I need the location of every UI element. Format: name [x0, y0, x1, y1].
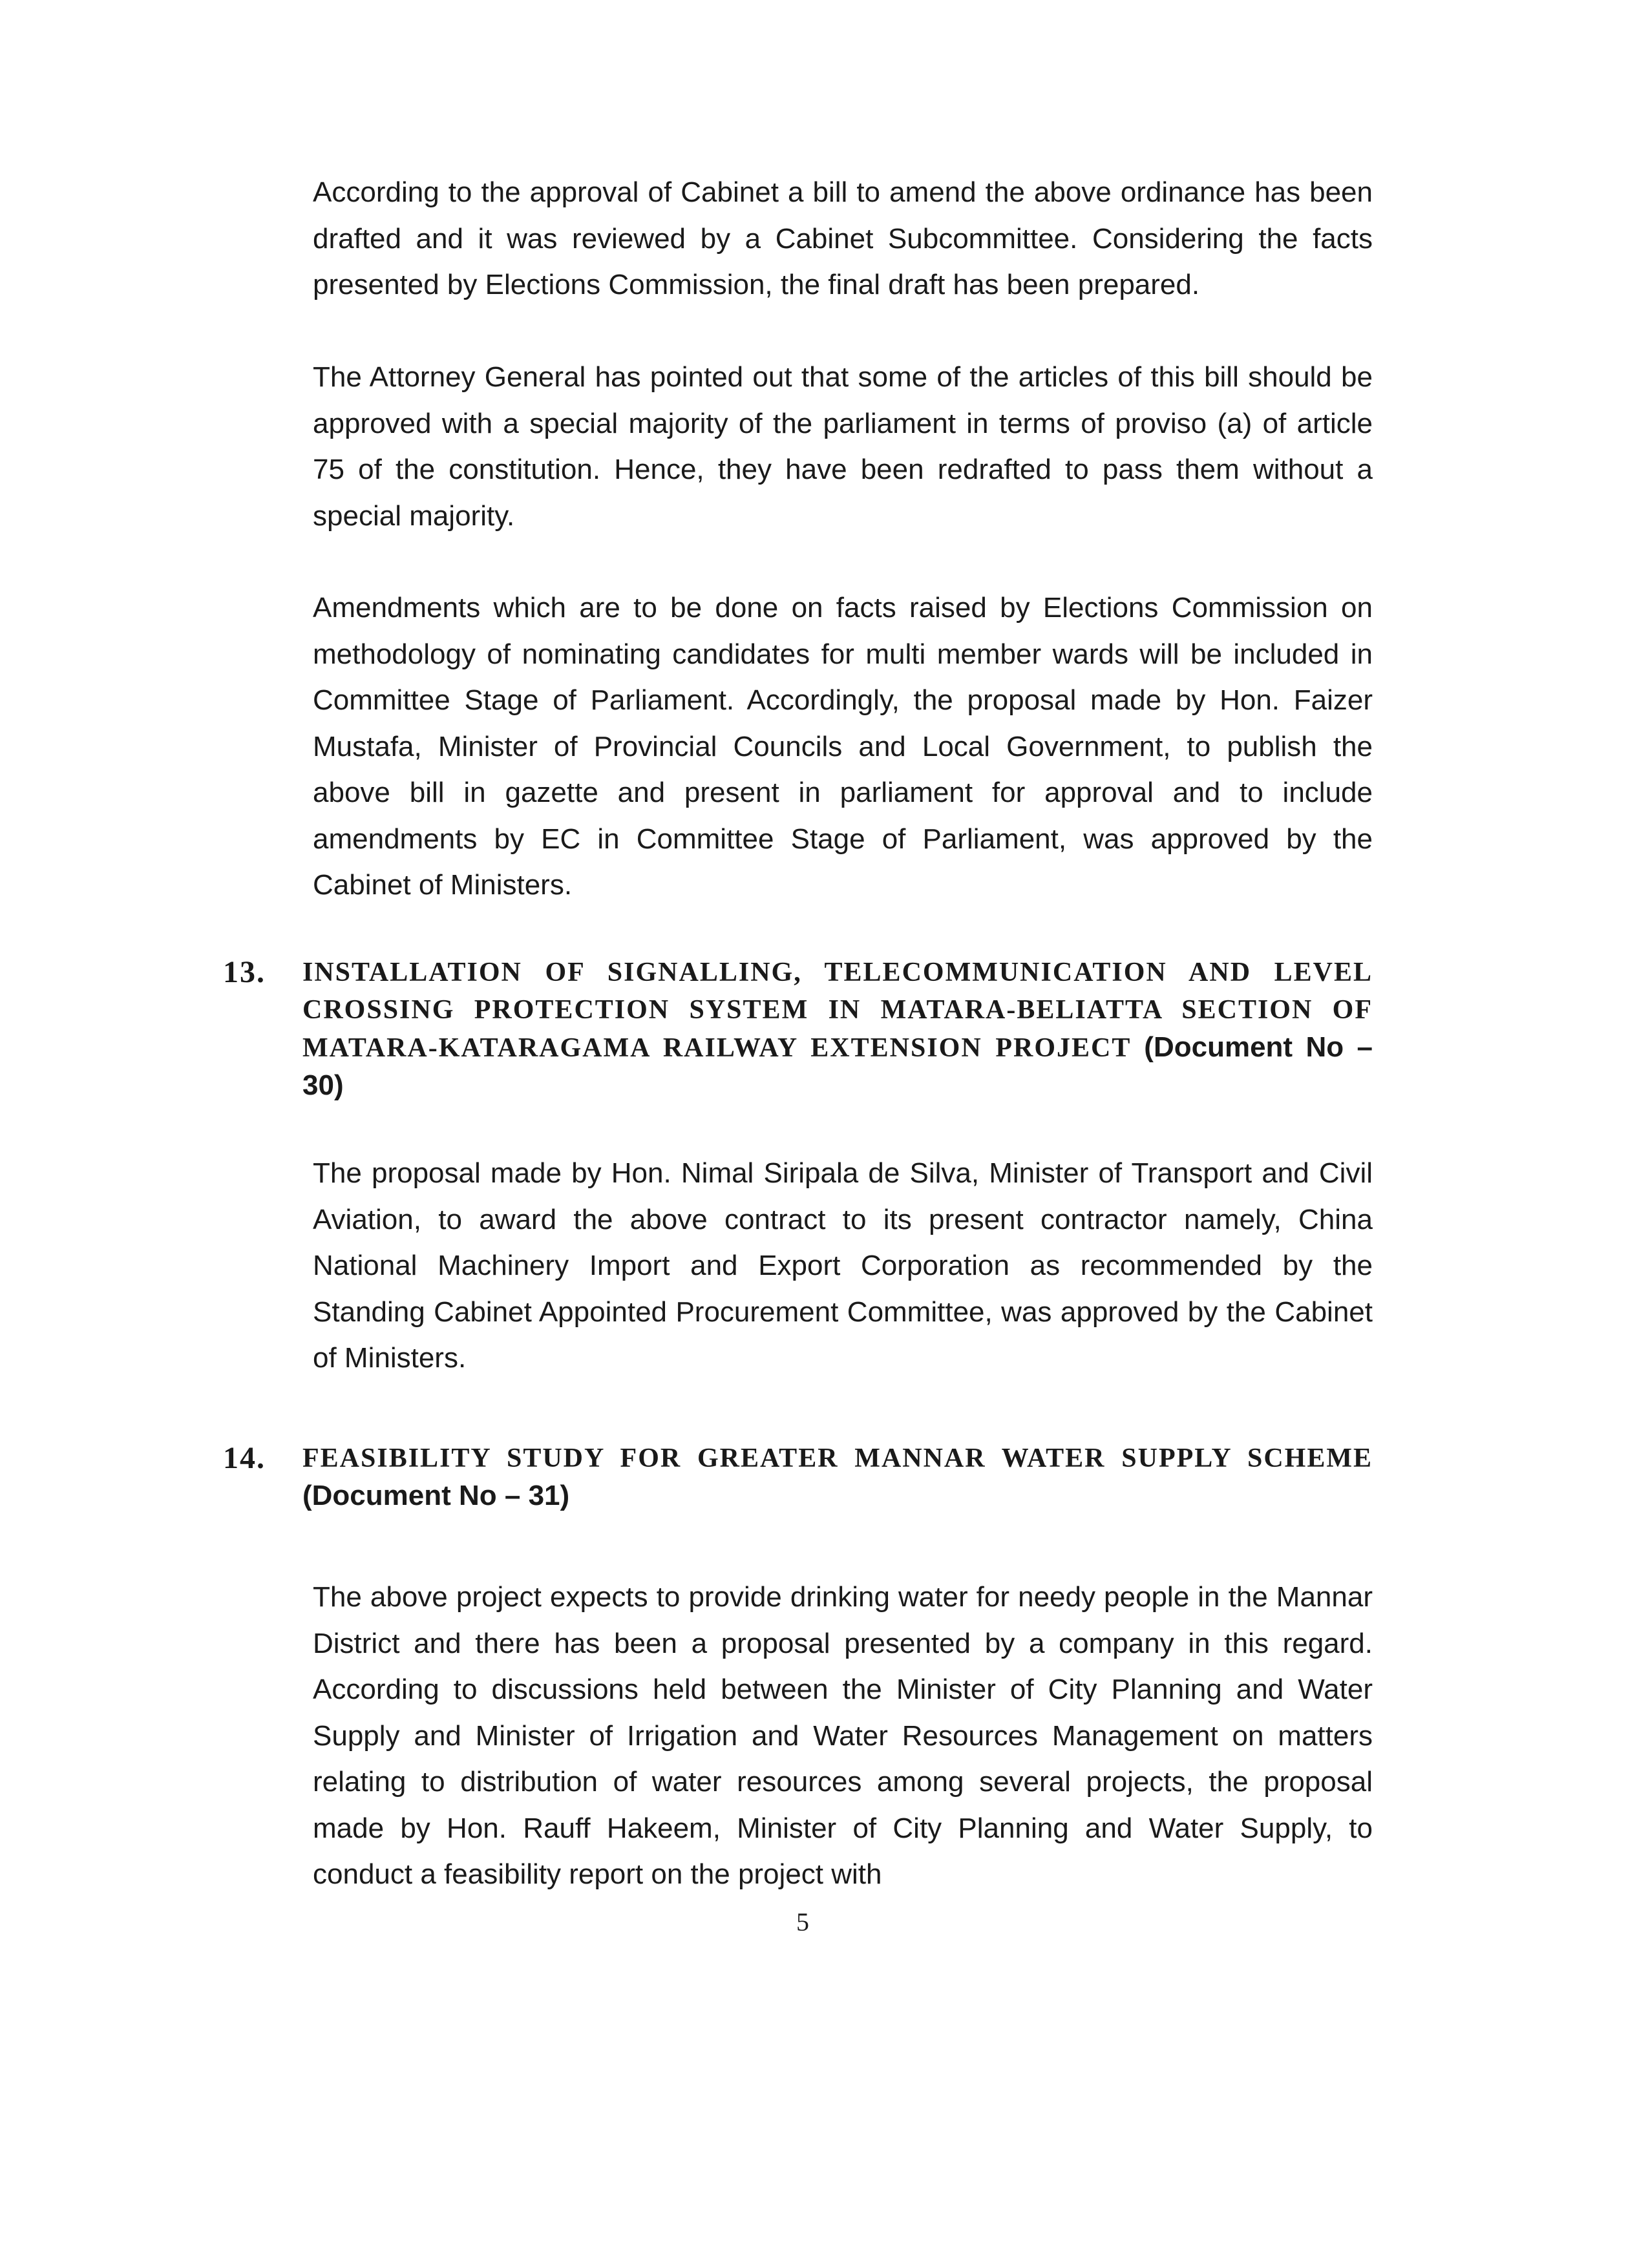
item-13-heading	[302, 954, 1373, 1105]
paragraph-bill-draft: According to the approval of Cabinet a bill to amend the above ordinance has been drafted and it was reviewed by a Cabinet Subcommittee. Considering the facts presented by Elections Commission, the final draft has been prepared.	[313, 176, 1373, 300]
item-13-number: 13.	[223, 955, 266, 989]
item-14-body: The above project expects to provide drinking water for needy people in the Mannar District and there has been a proposal presented by a company in this regard. According to discussions held between the Minister of City Planning and Water Supply and Minister of Irrigation and Water Resources Management on matters relating to distribution of water resources among several projects, the proposal made by Hon. Rauff Hakeem, Minister of City Planning and Water Supply, to conduct a feasibility report on the project with	[313, 1581, 1373, 1890]
item-14-number: 14.	[223, 1441, 266, 1475]
item-13-document-ref: (Document No – 30)	[302, 1031, 1373, 1101]
paragraph-amendments: Amendments which are to be done on facts raised by Elections Commission on methodology of nominating candidates for multi member wards will be included in Committee Stage of Parliament. Accordingly, the proposal made by Hon. Faizer Mustafa, Minister of Provincial Councils and Local Government, to publish the above bill in gazette and present in parliament for approval and to include amendments by EC in Committee Stage of Parliament, was approved by the Cabinet of Ministers.	[313, 592, 1373, 901]
item-13-title: INSTALLATION OF SIGNALLING, TELECOMMUNICATION AND LEVEL CROSSING PROTECTION SYSTEM IN MATARA-BELIATTA SECTION OF MATARA-KATARAGAMA RAILWAY EXTENSION PROJECT	[302, 958, 1373, 1063]
item-14-title: FEASIBILITY STUDY FOR GREATER MANNAR WATER SUPPLY SCHEME	[302, 1444, 1373, 1473]
item-14-document-ref: (Document No – 31)	[302, 1480, 570, 1511]
paragraph-attorney-general: The Attorney General has pointed out that some of the articles of this bill should be approved with a special majority of the parliament in terms of proviso (a) of article 75 of the constitution. Hence, they have been redrafted to pass them without a special majority.	[313, 361, 1373, 532]
page-number: 5	[796, 1907, 809, 1937]
item-13-body: The proposal made by Hon. Nimal Siripala de Silva, Minister of Transport and Civil Aviation, to award the above contract to its present contractor namely, China National Machinery Import and Export Corporation as recommended by the Standing Cabinet Appointed Procurement Committee, was approved by the Cabinet of Ministers.	[313, 1157, 1373, 1374]
item-14-heading	[302, 1440, 1373, 1515]
